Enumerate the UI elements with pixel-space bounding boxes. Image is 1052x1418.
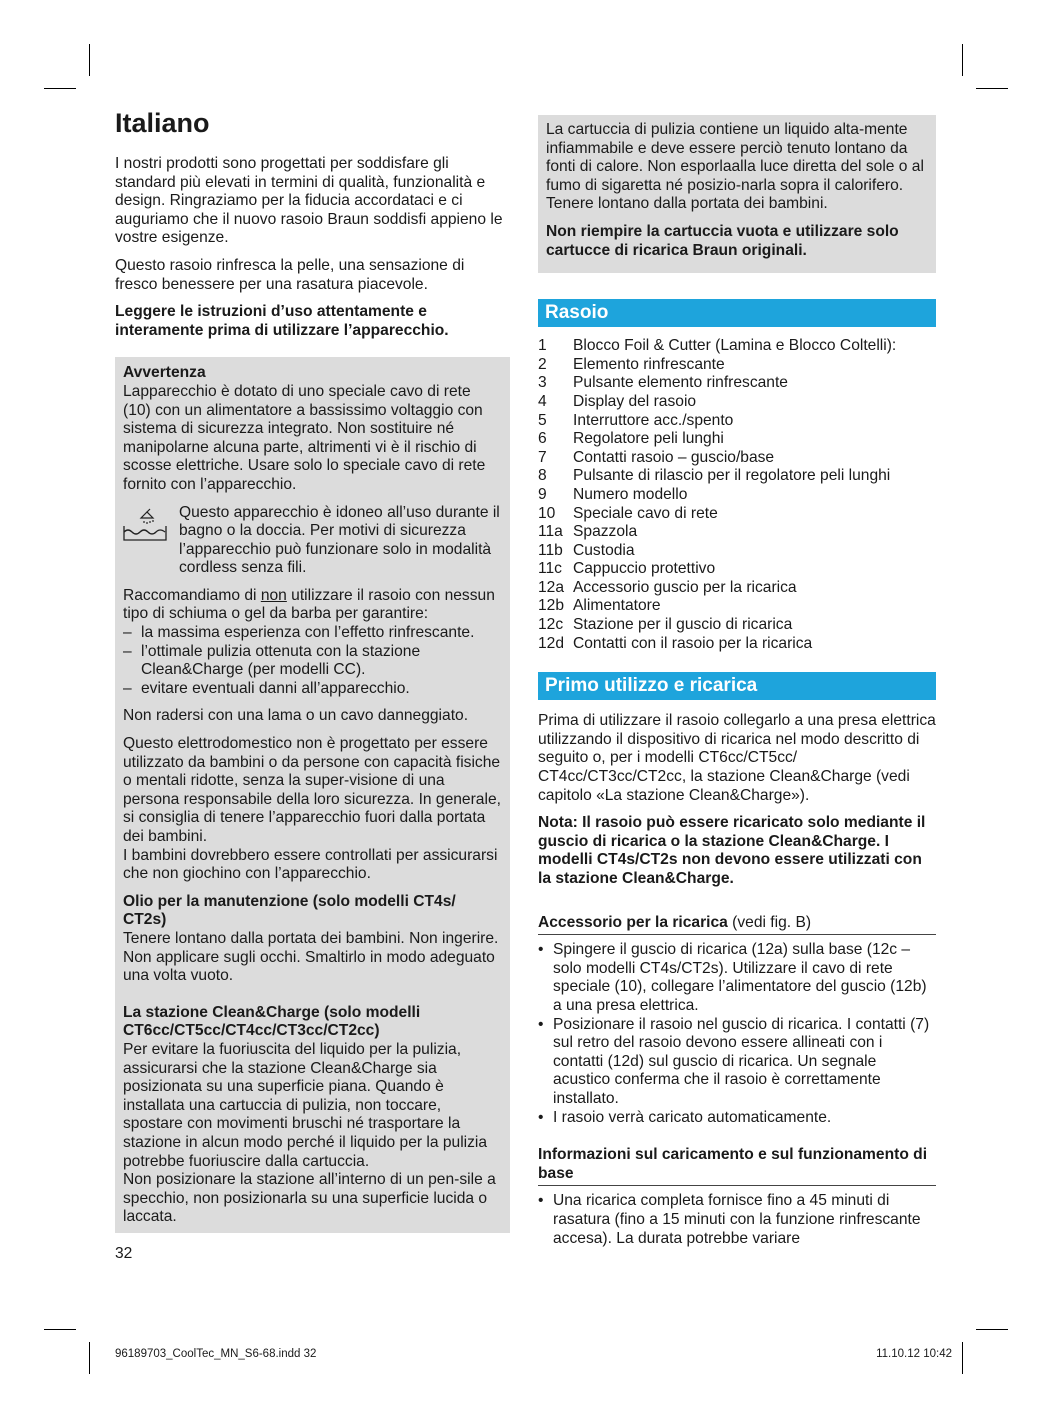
section-heading-primo-utilizzo: Primo utilizzo e ricarica (538, 672, 936, 700)
part-item (538, 393, 936, 412)
part-number: 2 (538, 355, 547, 373)
part-item (538, 597, 936, 616)
right-column (538, 115, 936, 1248)
bullet-item: • Spingere il guscio di ricarica (12a) sulla base (12c – solo modelli CT4s/CT2s). Utilizzare il cavo di rete speciale (10), collegare l’alimentatore del guscio (12b) a una presa elettrica. (538, 941, 936, 1015)
part-item (538, 412, 936, 431)
oil-heading: Olio per la manutenzione (solo modelli CT4s/ CT2s) (123, 892, 456, 929)
warning-heading: Avvertenza (123, 364, 206, 382)
part-number: 3 (538, 374, 547, 392)
part-label: Elemento rinfrescante (573, 355, 725, 373)
shower-notice (123, 504, 502, 578)
part-number: 10 (538, 504, 556, 522)
part-number: 11c (538, 560, 562, 578)
part-label: Interruttore acc./spento (573, 411, 734, 429)
part-label: Pulsante di rilascio per il regolatore peli lunghi (573, 467, 891, 485)
part-label: Speciale cavo di rete (573, 504, 718, 522)
part-number: 1 (538, 337, 547, 355)
part-item (538, 430, 936, 449)
crop-mark (976, 1329, 1008, 1330)
footer-filename: 96189703_CoolTec_MN_S6-68.indd 32 (115, 1348, 317, 1360)
station-text: Per evitare la fuoriuscita del liquido per la pulizia, assicurarsi che la stazione Clean&Charge sia posizionata su una superficie piana. Quando è installata una cartuccia di pulizia, non toccare, spostare con movimenti bruschi né trasportare la stazione in alcun modo perché il liquido per la pulizia potrebbe fuoriuscire dalla cartuccia. (123, 1040, 488, 1170)
part-item (538, 356, 936, 375)
intro-paragraph: Questo rasoio rinfresca la pelle, una sensazione di fresco benessere per una rasatura piacevole. (115, 256, 465, 293)
children-warning: I bambini dovrebbero essere controllati per assicurarsi che non giochino con l’apparecchio. (123, 846, 498, 883)
crop-mark (976, 88, 1008, 89)
children-warning: Questo elettrodomestico non è progettato per essere utilizzato da bambini o da persone con capacità fisiche o mentali ridotte, senza la super-visione di una persona responsabile della loro sicurezza. In generale, si consiglia di tenere l’apparecchio fuori dalla portata dei bambini. (123, 735, 501, 845)
shower-text: Questo apparecchio è idoneo all’uso durante il bagno o la doccia. Per motivi di sicurezza l’apparecchio può funzionare solo in modalità cordless senza fili. (179, 503, 500, 577)
part-number: 12a (538, 578, 565, 596)
section-heading-rasoio: Rasoio (538, 299, 936, 327)
part-item (538, 337, 936, 356)
crop-mark (962, 1342, 963, 1374)
part-item (538, 542, 936, 561)
crop-mark (962, 44, 963, 76)
part-label: Display del rasoio (573, 392, 697, 410)
part-item (538, 505, 936, 524)
part-label: Stazione per il guscio di ricarica (573, 616, 793, 634)
bullet-item: • Una ricarica completa fornisce fino a 45 minuti di rasatura (fino a 15 minuti con la funzione rinfrescante accesa). La durata potrebbe variare (538, 1192, 936, 1248)
part-number: 8 (538, 467, 547, 485)
part-number: 5 (538, 411, 547, 429)
part-label: Cappuccio protettivo (573, 560, 716, 578)
part-label: Custodia (573, 541, 635, 559)
recommendation: Raccomandiamo di non utilizzare il rasoio con nessun tipo di schiuma o gel da barba per garantire: (123, 586, 495, 623)
accessory-bullets (538, 941, 936, 1127)
blade-warning: Non radersi con una lama o un cavo danneggiato. (123, 707, 469, 725)
dash-item: – l’ottimale pulizia ottenuta con la stazione Clean&Charge (per modelli CC). (123, 643, 502, 680)
bullet-item: • I rasoio verrà caricato automaticamente. (538, 1109, 936, 1128)
crop-mark (89, 1342, 90, 1374)
crop-mark (89, 44, 90, 76)
part-number: 9 (538, 485, 547, 503)
part-label: Blocco Foil & Cutter (Lamina e Blocco Coltelli): (573, 337, 897, 355)
accessory-heading: Accessorio per la ricarica (vedi fig. B) (538, 914, 936, 936)
page-number: 32 (115, 1244, 133, 1262)
part-number: 11a (538, 523, 563, 541)
station-heading: La stazione Clean&Charge (solo modelli CT6cc/CT5cc/CT4cc/CT3cc/CT2cc) (123, 1003, 421, 1040)
warning-box (115, 357, 510, 1233)
part-number: 12b (538, 597, 565, 615)
primo-paragraph: Prima di utilizzare il rasoio collegarlo a una presa elettrica utilizzando il dispositivo di ricarica nel modo descritto di seguito o, per i modelli CT6cc/CT5cc/ CT4cc/CT3cc/CT2cc, la stazione Clean&Charge (vedi capitolo «La stazione Clean&Charge»). (538, 712, 936, 804)
cartridge-warning-box (538, 115, 936, 273)
part-label: Accessorio guscio per la ricarica (573, 578, 797, 596)
station-text: Non posizionare la stazione all’interno di un pen-sile a specchio, non posizionarla su una superficie lucida o laccata. (123, 1171, 496, 1226)
parts-list (538, 337, 936, 653)
read-instructions-note: Leggere le istruzioni d’uso attentamente e interamente prima di utilizzare l’apparecchio. (115, 303, 449, 339)
part-label: Pulsante elemento rinfrescante (573, 374, 788, 392)
part-number: 6 (538, 430, 547, 448)
dash-item: – la massima esperienza con l’effetto rinfrescante. (123, 624, 502, 643)
crop-mark (44, 88, 76, 89)
bullet-item: • Posizionare il rasoio nel guscio di ricarica. I contatti (7) sul retro del rasoio devono essere allineati con i contatti (12d) sul guscio di ricarica. Un segnale acustico conferma che il rasoio è correttamente installato. (538, 1016, 936, 1109)
part-item (538, 523, 936, 542)
part-label: Contatti rasoio – guscio/base (573, 448, 775, 466)
part-number: 12d (538, 634, 565, 652)
warning-paragraph: Lapparecchio è dotato di uno speciale cavo di rete (10) con un alimentatore a bassissimo voltaggio con sistema di sicurezza integrato. Non sostituire né manipolarne alcuna parte, altrimenti vi è il rischio di scosse elettriche. Usare solo lo speciale cavo di rete fornito con l’apparecchio. (123, 382, 486, 493)
part-number: 11b (538, 541, 563, 559)
part-label: Alimentatore (573, 597, 661, 615)
part-item (538, 579, 936, 598)
part-label: Regolatore peli lunghi (573, 430, 724, 448)
part-item (538, 616, 936, 635)
cartridge-warning: La cartuccia di pulizia contiene un liquido alta-mente infiammabile e deve essere perciò tenuto lontano da fonti di calore. Non esporlaalla luce diretta del sole o al fumo di sigaretta né posizio-narla sopra il calorifero. Tenere lontano dalla portata dei bambini. (546, 121, 924, 213)
part-label: Spazzola (573, 523, 638, 541)
part-item (538, 635, 936, 654)
page-title: Italiano (115, 108, 210, 138)
part-number: 12c (538, 616, 564, 634)
part-item (538, 467, 936, 486)
bath-shower-icon (123, 508, 167, 542)
part-label: Numero modello (573, 485, 688, 503)
info-heading: Informazioni sul caricamento e sul funzionamento di base (538, 1146, 936, 1186)
part-item (538, 374, 936, 393)
intro-paragraph: I nostri prodotti sono progettati per soddisfare gli standard più elevati in termini di qualità, funzionalità e design. Ringraziamo per la fiducia accordataci e ci auguriamo che il nuovo rasoio Braun soddisfi appieno le vostre esigenze. (115, 155, 503, 247)
left-column (115, 155, 510, 1263)
part-item (538, 486, 936, 505)
part-number: 7 (538, 448, 547, 466)
crop-mark (44, 1329, 76, 1330)
footer-date: 11.10.12 10:42 (876, 1348, 952, 1360)
dash-item: – evitare eventuali danni all’apparecchio. (123, 680, 502, 699)
part-item (538, 449, 936, 468)
cartridge-refill-note: Non riempire la cartuccia vuota e utilizzare solo cartucce di ricarica Braun originali. (546, 222, 899, 259)
part-number: 4 (538, 392, 547, 410)
nota: Nota: Il rasoio può essere ricaricato solo mediante il guscio di ricarica o la stazione Clean&Charge. I modelli CT4s/CT2s non devono essere utilizzati con la stazione Clean&Charge. (538, 814, 926, 887)
part-item (538, 560, 936, 579)
part-label: Contatti con il rasoio per la ricarica (573, 634, 813, 652)
oil-text: Tenere lontano dalla portata dei bambini. Non ingerire. Non applicare sugli occhi. Smaltirlo in modo adeguato una volta vuoto. (123, 929, 499, 985)
